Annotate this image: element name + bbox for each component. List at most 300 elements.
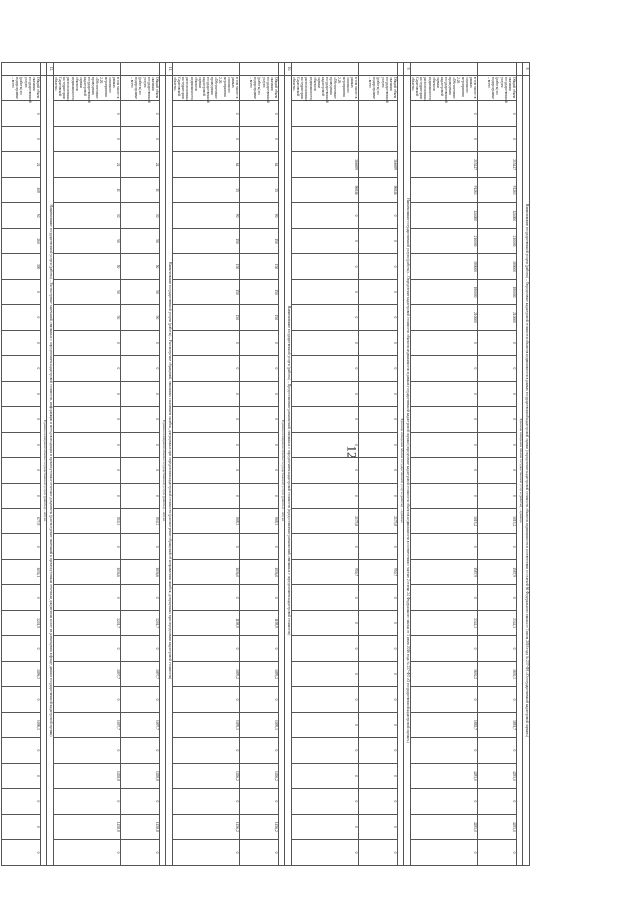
section-number: 11.: [166, 63, 173, 76]
value-cell: 0: [359, 305, 398, 330]
empty-cell: [517, 63, 523, 76]
value-cell: 0: [292, 687, 359, 712]
value-cell: 90: [240, 203, 279, 228]
row-name: в том числе: в рамках основного мероприятия 2.26 «Обеспечение проведения государственной кадастровой оценки объектов недвижимости, расположенных на территории Саратовской области»: [173, 77, 239, 103]
value-cell: 0: [2, 763, 41, 788]
value-cell: 0: [2, 789, 41, 814]
value-cell: 0: [411, 330, 478, 355]
value-cell: 0: [478, 381, 517, 406]
value-cell: 0: [54, 330, 121, 355]
empty-cell: [292, 63, 359, 76]
row-name: Общий объем оказания государственной услуги (работы) по подпрограмме – всего: [240, 76, 279, 101]
value-cell: 1456,2: [240, 814, 279, 839]
value-cell: 0: [359, 330, 398, 355]
value-cell: 0: [292, 789, 359, 814]
empty-cell: [279, 63, 285, 76]
value-cell: 0: [292, 661, 359, 686]
value-cell: 1456,2: [173, 763, 240, 788]
value-cell: 210000: [478, 228, 517, 253]
value-cell: 0: [240, 381, 279, 406]
value-cell: 2344,3: [411, 610, 478, 635]
value-cell: 0: [478, 687, 517, 712]
value-cell: 0: [240, 585, 279, 610]
value-cell: 1201,9: [2, 610, 41, 635]
value-cell: [292, 126, 359, 151]
value-cell: 0: [240, 738, 279, 763]
value-cell: 91263: [478, 177, 517, 202]
empty-cell: [478, 63, 517, 76]
value-cell: 0: [121, 687, 160, 712]
empty-cell: [54, 63, 121, 76]
value-cell: 96846: [292, 177, 359, 202]
unit-row: [160, 63, 166, 866]
value-cell: 0: [359, 381, 398, 406]
value-cell: 1036,1: [2, 559, 41, 584]
value-cell: 0: [292, 279, 359, 304]
value-cell: 0: [411, 381, 478, 406]
value-cell: 0: [292, 356, 359, 381]
value-cell: 150: [240, 254, 279, 279]
value-cell: 0: [411, 585, 478, 610]
value-cell: 0: [121, 330, 160, 355]
row-name: в том числе: в рамках основного мероприятия 2.26 «Обеспечение проведения государственной кадастровой оценки объектов недвижимости, расположенных на территории Саратовской области»: [411, 77, 477, 103]
value-cell: 210000: [411, 305, 478, 330]
value-cell: 0: [121, 840, 160, 866]
value-cell: 0: [121, 458, 160, 483]
value-cell: 0: [2, 814, 41, 839]
value-cell: 2175,8: [292, 508, 359, 533]
value-cell: 0: [121, 789, 160, 814]
row-name: в том числе: в рамках основного мероприятия 2.26 «Обеспечение проведения государственной кадастровой оценки объектов недвижимости, расположенных на территории Саратовской области»: [54, 77, 120, 103]
value-cell: 0: [240, 407, 279, 432]
row-name: Общий объем оказания государственной услуги (работы) по подпрограмме – всего: [478, 76, 517, 101]
value-cell: 366699: [292, 152, 359, 177]
value-cell: 0: [173, 458, 240, 483]
section-header: Наименование государственной услуги (работы) – Предоставление разъяснений, связанных с определением кадастровой стоимости (предоставление разъяснений, связанных с определением кадастровой стоимости): [285, 76, 292, 866]
value-cell: 0: [292, 636, 359, 661]
value-cell: 150: [173, 254, 240, 279]
value-cell: 0: [411, 687, 478, 712]
value-cell: 0: [292, 610, 359, 635]
value-cell: 215427: [411, 152, 478, 177]
value-cell: 4293,0: [478, 814, 517, 839]
value-cell: 0: [478, 407, 517, 432]
value-cell: 0: [411, 356, 478, 381]
value-cell: 1458,8: [54, 814, 121, 839]
value-cell: 0: [2, 483, 41, 508]
value-cell: 0: [121, 407, 160, 432]
value-cell: 50: [2, 203, 41, 228]
value-cell: 0: [2, 687, 41, 712]
value-cell: 0: [292, 305, 359, 330]
value-cell: 180000: [478, 279, 517, 304]
value-cell: 0: [54, 534, 121, 559]
value-cell: 0: [54, 585, 121, 610]
empty-cell: [121, 63, 160, 76]
value-cell: 0: [359, 432, 398, 457]
value-cell: 11: [54, 177, 121, 202]
value-cell: 808,3: [173, 508, 240, 533]
value-cell: 950,7: [359, 559, 398, 584]
value-cell: 0: [2, 381, 41, 406]
value-cell: 0: [54, 432, 121, 457]
value-cell: 0: [359, 687, 398, 712]
value-cell: 0: [2, 840, 41, 866]
value-cell: 50: [121, 228, 160, 253]
state-services-table: [1, 62, 530, 866]
value-cell: 0: [359, 763, 398, 788]
section-number: 9.: [404, 63, 411, 76]
row-name: Общий объем оказания государственной услуги (работы) по подпрограмме – всего: [121, 76, 160, 101]
section-header: Наименование государственной услуги (работы) – Рассмотрение замечаний, связанных с определением кадастровой стоимости, информации и методов входящих в промежуточные отчетные документы (рассмотрение замечаний к промежуточным отчетным документам после их размещения в фонде данных государственной кадастровой оценки): [47, 76, 54, 866]
section-header-row: [47, 63, 54, 866]
value-cell: 808,3: [240, 508, 279, 533]
value-cell: 0: [359, 483, 398, 508]
value-cell: 0: [292, 738, 359, 763]
value-cell: 0: [292, 763, 359, 788]
value-cell: 0: [292, 432, 359, 457]
value-cell: 0: [121, 432, 160, 457]
value-cell: 1198,9: [240, 610, 279, 635]
value-cell: 210000: [411, 228, 478, 253]
value-cell: 0: [54, 687, 121, 712]
unit-label: Единица измерения объема государственной услуги (работы) – штука: [279, 76, 285, 866]
value-cell: 90: [173, 203, 240, 228]
empty-cell: [240, 63, 279, 76]
table-row: [54, 63, 121, 866]
section-header-row: [404, 63, 411, 866]
value-cell: 0: [240, 483, 279, 508]
value-cell: 0: [240, 636, 279, 661]
section-header-row: [523, 63, 530, 866]
value-cell: 0: [292, 407, 359, 432]
value-cell: 390: [2, 254, 41, 279]
value-cell: 1587,9: [411, 559, 478, 584]
value-cell: 0: [240, 458, 279, 483]
value-cell: 0: [54, 356, 121, 381]
value-cell: 0: [54, 126, 121, 151]
table-row: [292, 63, 359, 866]
value-cell: 0: [359, 738, 398, 763]
value-cell: 0: [359, 279, 398, 304]
value-cell: 30: [121, 203, 160, 228]
value-cell: 0: [359, 203, 398, 228]
value-cell: 4283,0: [411, 763, 478, 788]
value-cell: 0: [478, 483, 517, 508]
section-number: 12.: [47, 63, 54, 76]
value-cell: 0: [2, 279, 41, 304]
table-row: [359, 63, 398, 866]
value-cell: 35: [240, 177, 279, 202]
value-cell: 0: [173, 483, 240, 508]
value-cell: 0: [173, 381, 240, 406]
value-cell: 0: [173, 330, 240, 355]
value-cell: 0: [411, 458, 478, 483]
value-cell: 0: [292, 814, 359, 839]
value-cell: 50: [121, 305, 160, 330]
value-cell: 0: [121, 534, 160, 559]
value-cell: 0: [411, 483, 478, 508]
value-cell: 0: [54, 458, 121, 483]
value-cell: 0: [411, 636, 478, 661]
value-cell: 1097,7: [54, 661, 121, 686]
value-cell: 1095,2: [240, 661, 279, 686]
value-cell: 0: [478, 458, 517, 483]
page-number: 12: [344, 445, 360, 459]
value-cell: 0: [173, 101, 240, 126]
value-cell: 366699: [359, 152, 398, 177]
value-cell: 0: [54, 738, 121, 763]
value-cell: 150: [240, 305, 279, 330]
value-cell: 0: [2, 738, 41, 763]
value-cell: 0: [2, 432, 41, 457]
value-cell: 1036,6: [121, 559, 160, 584]
unit-row: [279, 63, 285, 866]
row-name: Общий объем оказания государственной услуги (работы) по подпрограмме – всего: [359, 76, 398, 101]
value-cell: 0: [121, 126, 160, 151]
value-cell: 50: [54, 254, 121, 279]
value-cell: 0: [478, 356, 517, 381]
rotated-table-sheet: [11, 62, 530, 866]
value-cell: 0: [359, 585, 398, 610]
value-cell: 3881,7: [478, 712, 517, 737]
value-cell: 2344,3: [478, 610, 517, 635]
section-header: Наименование государственной услуги (работы) – Определение кадастровой стоимости объектов недвижимости в рамках государственной кадастровой оценки (определение кадастровой стоимости объектов недвижимости в соответствии с частью 2 статьи 24 Федерального закона от 3 июля 2016 года № 237-ФЗ «О государственной кадастровой оценке»): [404, 76, 411, 866]
value-cell: 0: [359, 356, 398, 381]
empty-cell: [359, 63, 398, 76]
section-header: Наименование государственной услуги (работы) – Рассмотрение обращений, связанных с наличием ошибок, допущенных при определении кадастровой стоимости (рассмотрение обращений об исправлении ошибок, допущенных при определении кадастровой стоимости): [166, 76, 173, 866]
value-cell: 210000: [478, 305, 517, 330]
value-cell: 0: [478, 126, 517, 151]
value-cell: 0: [411, 432, 478, 457]
value-cell: 810,3: [121, 508, 160, 533]
value-cell: 0: [240, 126, 279, 151]
value-cell: 50: [121, 254, 160, 279]
value-cell: 150: [240, 228, 279, 253]
value-cell: 1096,3: [2, 661, 41, 686]
value-cell: 0: [292, 585, 359, 610]
value-cell: 0: [121, 356, 160, 381]
empty-cell: [41, 63, 47, 76]
value-cell: 0: [121, 636, 160, 661]
section-header: Наименование государственной услуги (работы) – Определение кадастровой стоимости объектов недвижимости в рамках государственной кадастровой оценки (определение кадастровой стоимости объектов недвижимости в соответствии со статьей 66 Федерального закона от 3 июля 2016 года № 237-ФЗ «О государственной кадастровой оценке»): [523, 76, 530, 866]
value-cell: 0: [411, 407, 478, 432]
value-cell: 677,8: [2, 508, 41, 533]
value-cell: 0: [292, 203, 359, 228]
value-cell: 1201,7: [121, 610, 160, 635]
value-cell: 64: [173, 152, 240, 177]
value-cell: 0: [54, 407, 121, 432]
value-cell: 91263: [411, 177, 478, 202]
table-row: [478, 63, 517, 866]
table-row: [2, 63, 41, 866]
empty-cell: [173, 63, 240, 76]
value-cell: 0: [2, 585, 41, 610]
value-cell: 50: [54, 228, 121, 253]
unit-label: Единица измерения объема государственной услуги (работы) – штука: [41, 76, 47, 866]
value-cell: 30: [54, 203, 121, 228]
value-cell: 1095,1: [240, 712, 279, 737]
table-wrap: [11, 62, 530, 866]
unit-row: [41, 63, 47, 866]
value-cell: 0: [478, 789, 517, 814]
value-cell: 1095,1: [173, 712, 240, 737]
value-cell: 0: [359, 407, 398, 432]
value-cell: 0: [240, 356, 279, 381]
value-cell: 0: [2, 305, 41, 330]
value-cell: 810,3: [54, 508, 121, 533]
value-cell: 0: [173, 534, 240, 559]
value-cell: 0: [240, 432, 279, 457]
value-cell: 1456,2: [173, 814, 240, 839]
value-cell: 1458,8: [121, 763, 160, 788]
value-cell: 0: [240, 101, 279, 126]
value-cell: 24: [121, 152, 160, 177]
value-cell: 1036,6: [54, 559, 121, 584]
value-cell: 0: [173, 407, 240, 432]
value-cell: 0: [240, 330, 279, 355]
value-cell: 0: [54, 636, 121, 661]
table-row: [240, 63, 279, 866]
value-cell: 24: [54, 152, 121, 177]
value-cell: 1882,7: [411, 712, 478, 737]
value-cell: 1036,0: [240, 559, 279, 584]
value-cell: 0: [2, 101, 41, 126]
value-cell: 1097,7: [54, 712, 121, 737]
value-cell: 0: [411, 738, 478, 763]
value-cell: 0: [173, 585, 240, 610]
empty-cell: [2, 63, 41, 76]
value-cell: 0: [292, 330, 359, 355]
value-cell: 0: [121, 483, 160, 508]
value-cell: 0: [478, 840, 517, 866]
value-cell: 0: [411, 789, 478, 814]
unit-row: [517, 63, 523, 866]
value-cell: 11: [121, 177, 160, 202]
value-cell: 0: [478, 585, 517, 610]
value-cell: 1095,2: [173, 661, 240, 686]
value-cell: 50: [54, 279, 121, 304]
value-cell: 0: [359, 789, 398, 814]
section-header-row: [166, 63, 173, 866]
value-cell: 1456,2: [240, 763, 279, 788]
value-cell: 3015,2: [478, 508, 517, 533]
value-cell: 1097,7: [121, 712, 160, 737]
value-cell: 108: [2, 177, 41, 202]
value-cell: 0: [173, 636, 240, 661]
value-cell: 0: [411, 534, 478, 559]
section-number: 10.: [285, 63, 292, 76]
value-cell: 50: [121, 279, 160, 304]
value-cell: 150: [173, 305, 240, 330]
value-cell: 1097,7: [121, 661, 160, 686]
value-cell: 0: [478, 738, 517, 763]
value-cell: 0: [359, 661, 398, 686]
value-cell: 0: [411, 101, 478, 126]
value-cell: 0: [478, 432, 517, 457]
value-cell: 0: [359, 534, 398, 559]
value-cell: [292, 101, 359, 126]
value-cell: 0: [292, 458, 359, 483]
value-cell: 1587,9: [478, 559, 517, 584]
value-cell: 0: [240, 789, 279, 814]
value-cell: [359, 126, 398, 151]
value-cell: 0: [2, 534, 41, 559]
value-cell: 0: [54, 381, 121, 406]
value-cell: 1630,3: [478, 661, 517, 686]
value-cell: 64: [240, 152, 279, 177]
value-cell: [359, 101, 398, 126]
value-cell: 150: [173, 279, 240, 304]
value-cell: 0: [240, 534, 279, 559]
value-cell: 0: [292, 840, 359, 866]
value-cell: 180000: [478, 254, 517, 279]
value-cell: 0: [240, 840, 279, 866]
table-row: [173, 63, 240, 866]
value-cell: 0: [359, 814, 398, 839]
value-cell: 0: [359, 254, 398, 279]
value-cell: 0: [54, 101, 121, 126]
value-cell: 0: [173, 126, 240, 151]
value-cell: 24: [2, 152, 41, 177]
value-cell: 150: [240, 279, 279, 304]
value-cell: 0: [292, 228, 359, 253]
value-cell: 0: [54, 483, 121, 508]
unit-label: Единица измерения объема государственной услуги (работы) – штука: [160, 76, 166, 866]
row-name: в том числе: в рамках основного мероприятия 2.26 «Обеспечение проведения государственной кадастровой оценки объектов недвижимости, расположенных на территории Саратовской области»: [292, 77, 358, 103]
value-cell: 50: [54, 305, 121, 330]
value-cell: 1201,7: [54, 610, 121, 635]
value-cell: 124000: [478, 203, 517, 228]
value-cell: 0: [121, 381, 160, 406]
value-cell: 180000: [411, 279, 478, 304]
unit-label: Единица измерения объема государственной услуги (работы) – единица: [398, 76, 404, 866]
value-cell: 35: [173, 177, 240, 202]
empty-cell: [398, 63, 404, 76]
value-cell: 0: [2, 330, 41, 355]
value-cell: 0: [292, 381, 359, 406]
value-cell: 0: [2, 636, 41, 661]
table-body: [2, 63, 530, 866]
value-cell: 0: [173, 738, 240, 763]
unit-row: [398, 63, 404, 866]
value-cell: 0: [292, 483, 359, 508]
value-cell: 0: [121, 738, 160, 763]
table-row: [411, 63, 478, 866]
value-cell: 0: [2, 407, 41, 432]
value-cell: 0: [411, 126, 478, 151]
value-cell: 0: [478, 636, 517, 661]
value-cell: 0: [478, 330, 517, 355]
value-cell: 1036,0: [173, 559, 240, 584]
value-cell: 0: [173, 789, 240, 814]
value-cell: 4283,0: [411, 814, 478, 839]
row-name: Общий объем оказания государственной услуги (работы) по подпрограмме – всего: [2, 76, 41, 101]
value-cell: 0: [173, 432, 240, 457]
unit-label: Единица измерения объема государственной услуги (работы) – единица: [517, 76, 523, 866]
value-cell: 0: [173, 356, 240, 381]
value-cell: 215427: [478, 152, 517, 177]
value-cell: 0: [359, 228, 398, 253]
value-cell: 0: [478, 534, 517, 559]
value-cell: 2175,8: [359, 508, 398, 533]
value-cell: 1630,2: [411, 661, 478, 686]
value-cell: 1458,8: [54, 763, 121, 788]
section-header-row: [285, 63, 292, 866]
value-cell: 4293,0: [478, 763, 517, 788]
value-cell: 0: [292, 534, 359, 559]
table-row: [121, 63, 160, 866]
